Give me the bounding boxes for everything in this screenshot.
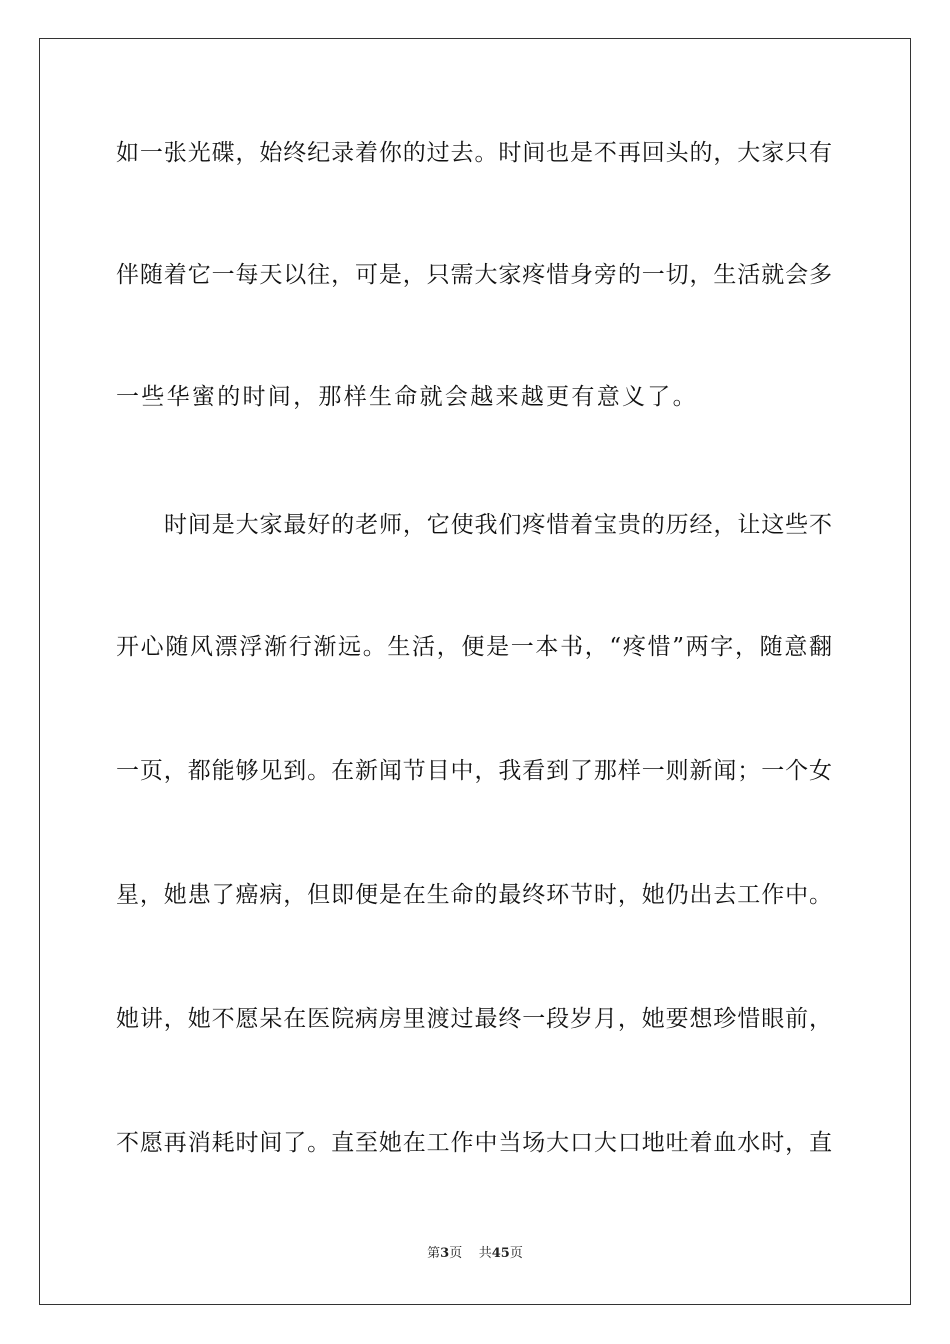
paragraph-line-1: 如一张光碟，始终纪录着你的过去。时间也是不再回头的，大家只有 [116,140,832,166]
paragraph-line-7: 星，她患了癌病，但即便是在生命的最终环节时，她仍出去工作中。 [116,882,832,908]
page-number: 3 [440,1246,450,1261]
paragraph-line-3: 一些华蜜的时间，那样生命就会越来越更有意义了。 [116,384,698,410]
paragraph-line-5: 开心随风漂浮渐行渐远。生活，便是一本书，“疼惜”两字，随意翻 [116,634,832,660]
total-pages: 45 [491,1246,510,1261]
paragraph-line-8: 她讲，她不愿呆在医院病房里渡过最终一段岁月，她要想珍惜眼前， [116,1006,832,1032]
paragraph-line-6: 一页，都能够见到。在新闻节目中，我看到了那样一则新闻；一个女 [116,758,832,784]
paragraph-line-2: 伴随着它一每天以往，可是，只需大家疼惜身旁的一切，生活就会多 [116,262,832,288]
page-footer [0,1245,950,1263]
total-suffix: 页 [509,1246,523,1261]
page-suffix: 页 [449,1246,463,1261]
paragraph-line-9: 不愿再消耗时间了。直至她在工作中当场大口大口地吐着血水时，直 [116,1130,832,1156]
page-frame [39,38,911,1305]
page-prefix: 第 [427,1246,441,1261]
paragraph-line-4: 时间是大家最好的老师，它使我们疼惜着宝贵的历经，让这些不 [164,512,832,538]
total-prefix: 共 [478,1246,492,1261]
